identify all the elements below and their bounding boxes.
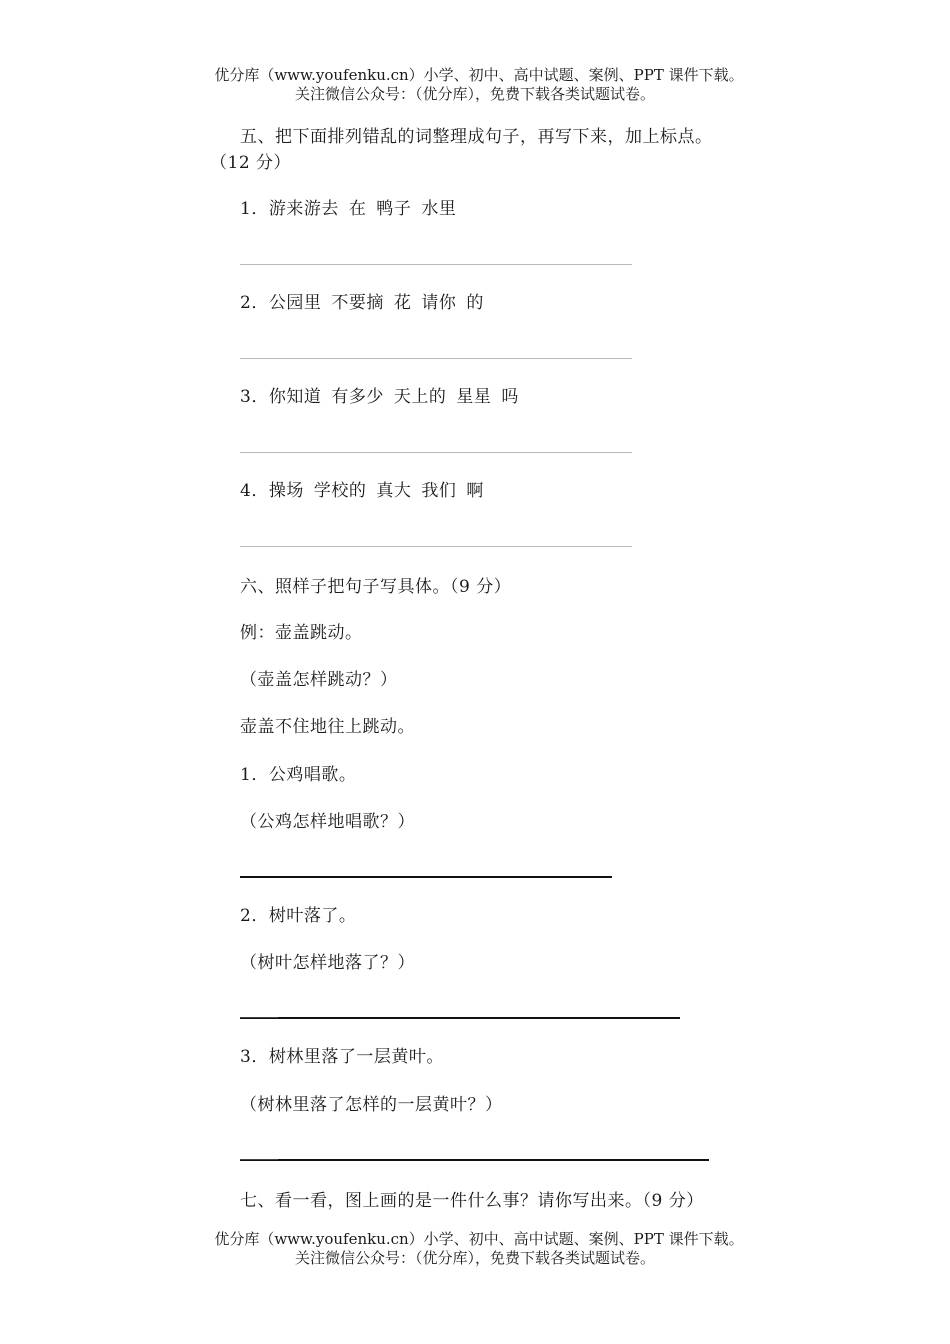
section6-item-1-question: （公鸡怎样地唱歌？） bbox=[240, 812, 415, 832]
word: 的 bbox=[466, 293, 484, 313]
word: 我们 bbox=[421, 481, 457, 501]
answer-line-prefix bbox=[240, 1017, 278, 1018]
answer-line-prefix bbox=[240, 1159, 278, 1160]
section5-item-3 bbox=[240, 386, 519, 408]
word: 花 bbox=[393, 293, 412, 313]
word: 水里 bbox=[421, 199, 457, 219]
item-number: 4． bbox=[240, 481, 269, 501]
word: 天上的 bbox=[393, 387, 447, 407]
word: 有多少 bbox=[331, 387, 384, 407]
page-footer bbox=[0, 1230, 950, 1268]
section5-title: 五、把下面排列错乱的词整理成句子，再写下来，加上标点。 bbox=[240, 127, 713, 147]
item-number: 3． bbox=[240, 387, 269, 407]
word: 游来游去 bbox=[268, 199, 339, 219]
section6-item-2-sentence: 2．树叶落了。 bbox=[240, 906, 357, 926]
section5-item-1 bbox=[240, 198, 456, 220]
item-number: 2． bbox=[240, 293, 269, 313]
answer-line-4[interactable] bbox=[240, 546, 632, 547]
example-question: （壶盖怎样跳动？） bbox=[240, 670, 398, 690]
section5-score: （12 分） bbox=[210, 153, 292, 173]
section5-item-2 bbox=[240, 292, 484, 314]
footer-line-2: 关注微信公众号：（优分库），免费下载各类试题试卷。 bbox=[294, 1249, 655, 1267]
section5-item-4 bbox=[240, 480, 484, 502]
section6-item-3-question: （树林里落了怎样的一层黄叶？） bbox=[240, 1095, 503, 1115]
answer-line-1[interactable] bbox=[240, 264, 632, 265]
footer-line-1: 优分库（www.youfenku.cn）小学、初中、高中试题、案例、PPT 课件下载。 bbox=[214, 1230, 744, 1248]
example-sentence: 例：壶盖跳动。 bbox=[240, 623, 363, 643]
header-line-1: 优分库（www.youfenku.cn）小学、初中、高中试题、案例、PPT 课件下载。 bbox=[214, 66, 744, 84]
item-number: 1． bbox=[240, 199, 269, 219]
word: 操场 bbox=[268, 481, 304, 501]
word: 吗 bbox=[501, 387, 519, 407]
word: 在 bbox=[348, 199, 367, 219]
section6-item-2-question: （树叶怎样地落了？） bbox=[240, 953, 415, 973]
answer-line-2[interactable] bbox=[240, 358, 632, 359]
example-answer: 壶盖不住地往上跳动。 bbox=[240, 717, 415, 737]
word: 公园里 bbox=[268, 293, 322, 313]
word: 啊 bbox=[466, 481, 484, 501]
page-header bbox=[0, 66, 950, 104]
word: 请你 bbox=[421, 293, 457, 313]
word: 鸭子 bbox=[376, 199, 412, 219]
word: 星星 bbox=[456, 387, 492, 407]
section6-title: 六、照样子把句子写具体。（9 分） bbox=[240, 577, 512, 597]
answer-line-6[interactable] bbox=[240, 1017, 680, 1019]
answer-line-3[interactable] bbox=[240, 452, 632, 453]
answer-line-5[interactable] bbox=[240, 876, 612, 878]
word: 不要摘 bbox=[331, 293, 384, 313]
section6-item-1-sentence: 1．公鸡唱歌。 bbox=[240, 765, 357, 785]
answer-line-7[interactable] bbox=[240, 1159, 709, 1161]
section6-item-3-sentence: 3．树林里落了一层黄叶。 bbox=[240, 1047, 444, 1067]
word: 你知道 bbox=[268, 387, 322, 407]
section7-title: 七、看一看，图上画的是一件什么事？请你写出来。（9 分） bbox=[240, 1191, 704, 1211]
word: 学校的 bbox=[313, 481, 367, 501]
header-line-2: 关注微信公众号：（优分库），免费下载各类试题试卷。 bbox=[294, 85, 655, 103]
word: 真大 bbox=[376, 481, 412, 501]
